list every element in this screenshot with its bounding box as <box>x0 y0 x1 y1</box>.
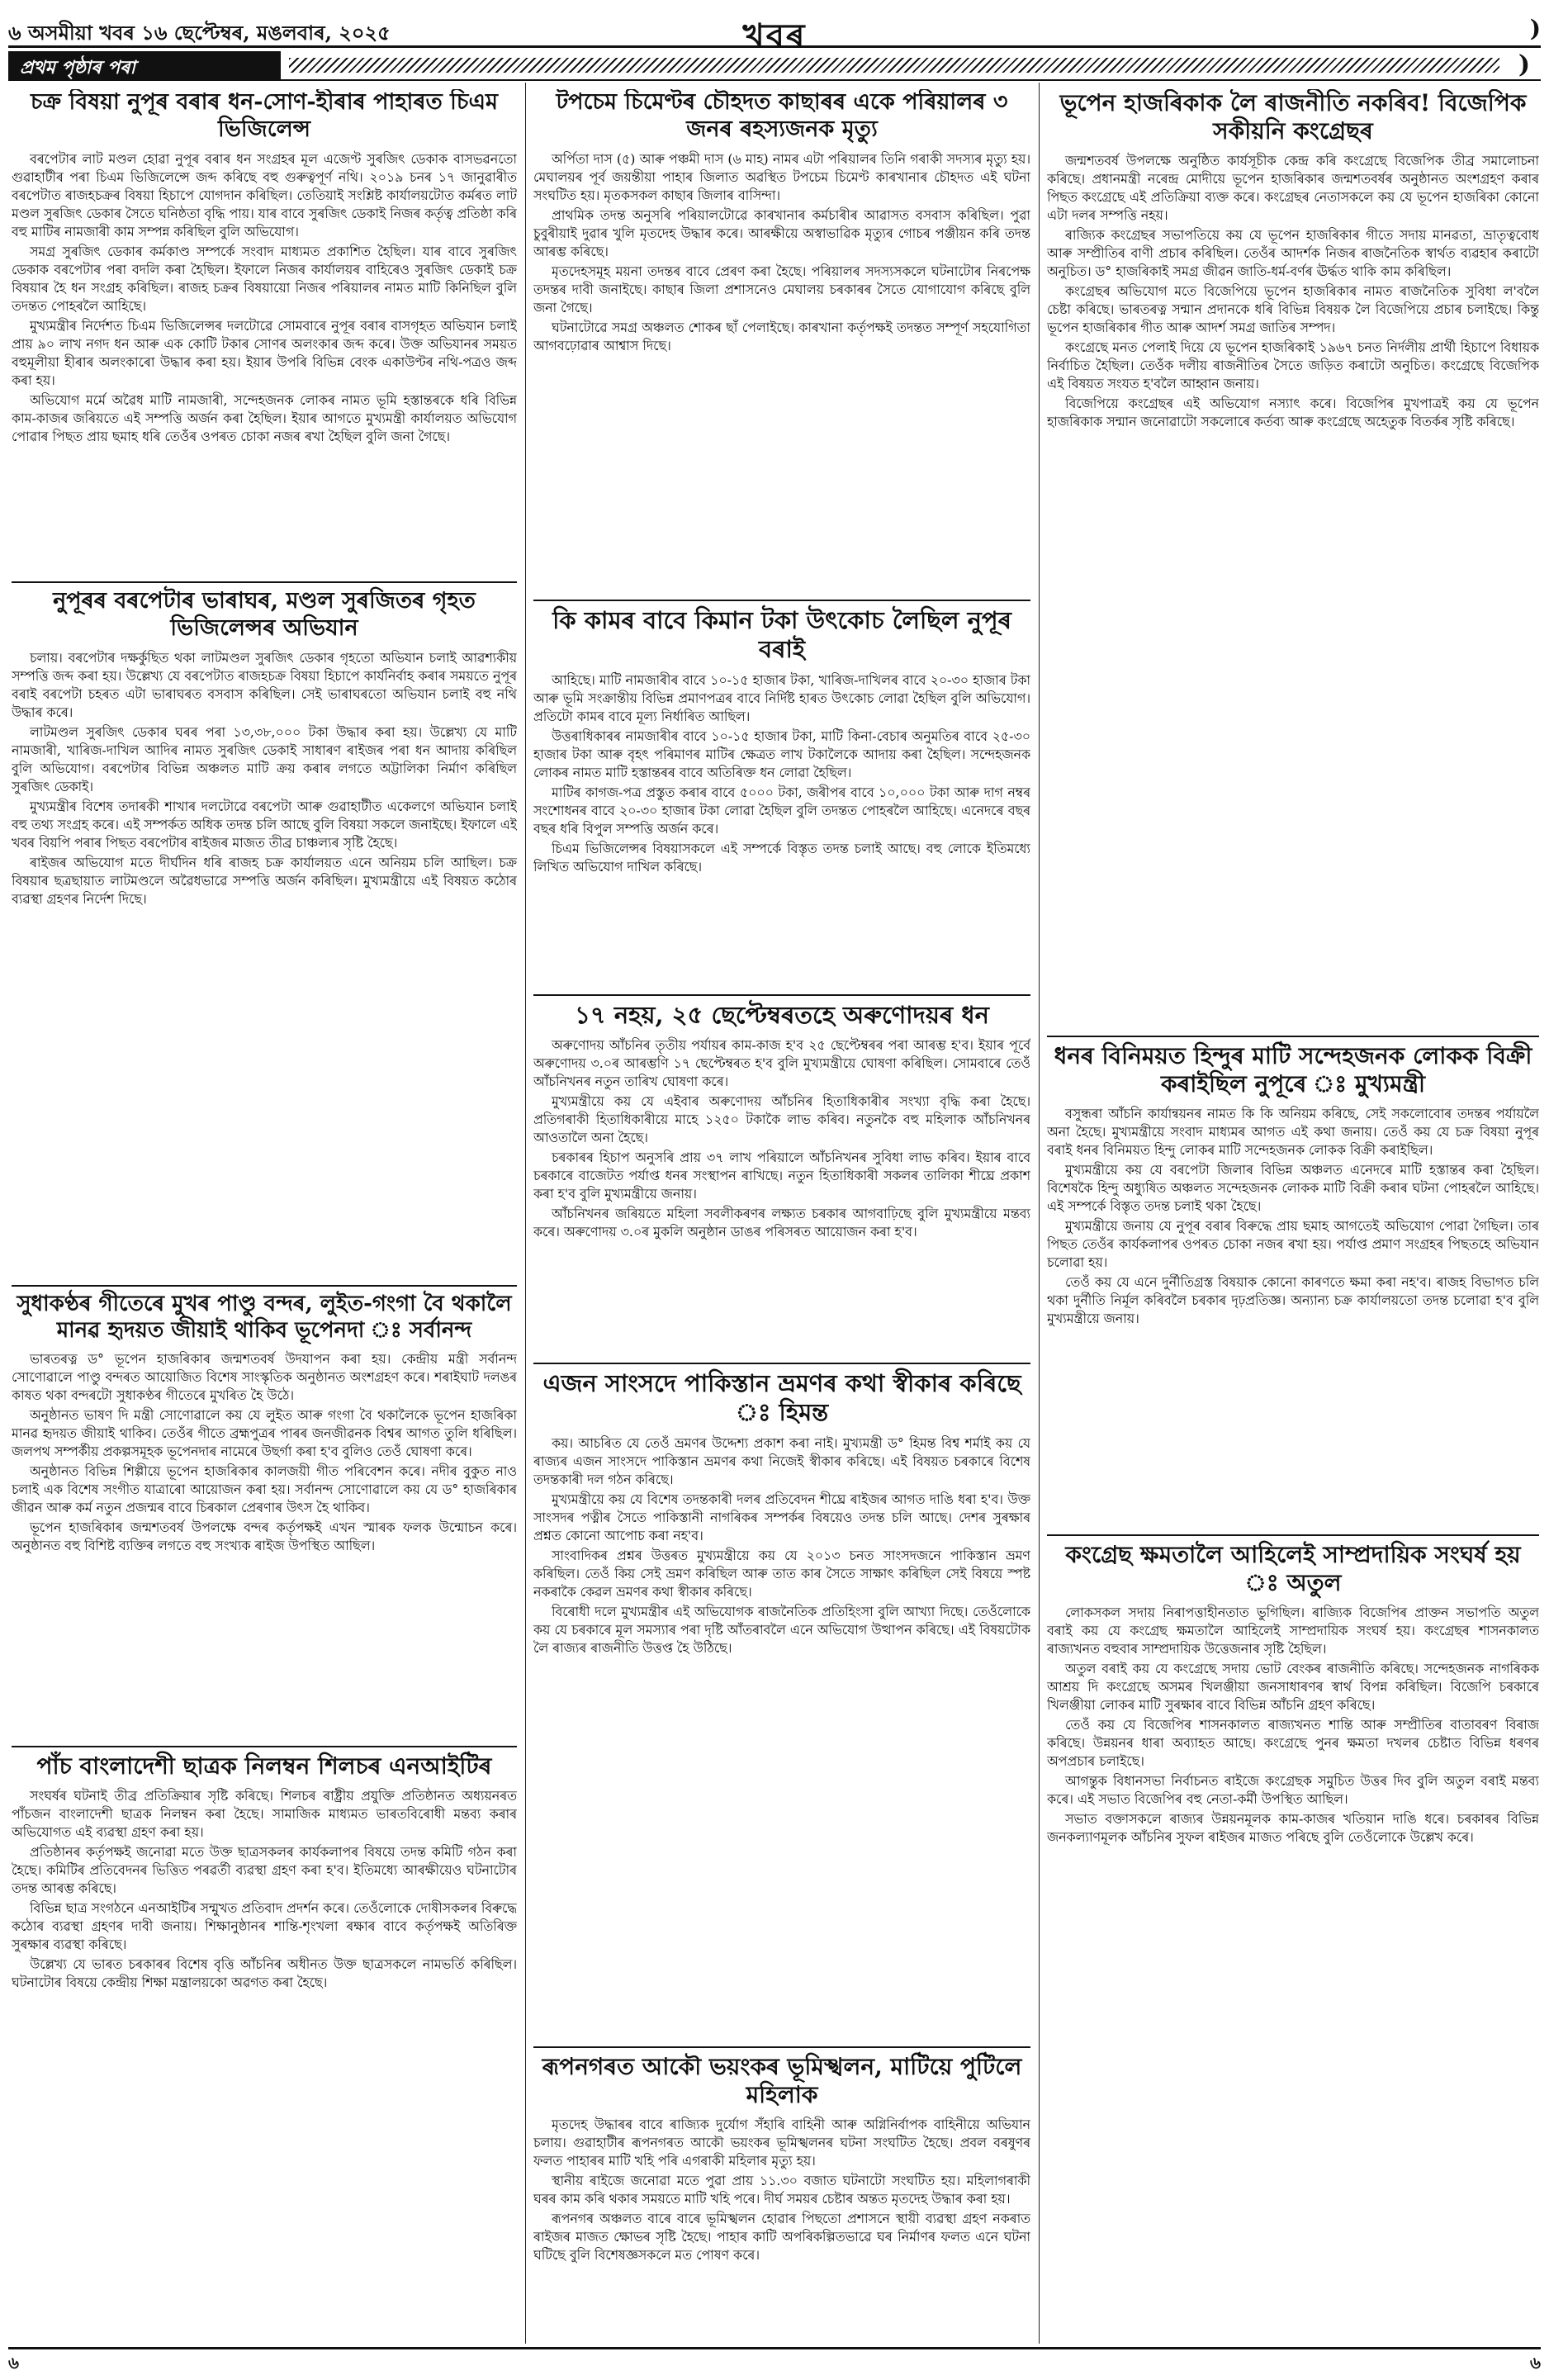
article-paragraph: বিৰোধী দলে মুখ্যমন্ত্ৰীৰ এই অভিযোগক ৰাজনৈতিক প্ৰতিহিংসা বুলি আখ্যা দিছে। তেওঁলোকে কয় যে চৰকাৰে মূল সমস্যাৰ পৰা দৃষ্টি আঁতৰাবলৈ এনে অভিযোগ উত্থাপন কৰিছে। এই বিষয়টোক লৈ ৰাজ্যৰ ৰাজনীতি উত্তপ্ত হৈ উঠিছে। <box>533 1603 1030 1656</box>
article-body <box>12 1350 517 1555</box>
article-paragraph: মুখ্যমন্ত্ৰীৰ নিৰ্দেশত চিএম ভিজিলেন্সৰ দলটোৱে সোমবাৰে নুপূৰ বৰাৰ বাসগৃহত অভিযান চলাই প্ৰায় ৯০ লাখ নগদ ধন আৰু এক কোটি টকাৰ সোণৰ অলংকাৰ জব্দ কৰে। উক্ত অভিযানৰ সময়ত বহুমূলীয়া হীৰাৰ অলংকাৰো উদ্ধাৰ কৰা হয়। ইয়াৰ উপৰি বিভিন্ন বেংক একাউণ্টৰ নথি-পত্ৰও জব্দ কৰা হয়। <box>12 317 517 388</box>
article-paragraph: উল্লেখ্য যে ভাৰত চৰকাৰৰ বিশেষ বৃত্তি আঁচনিৰ অধীনত উক্ত ছাত্ৰসকলে নামভৰ্তি কৰিছিল। ঘটনাটোৰ বিষয়ে কেন্দ্ৰীয় শিক্ষা মন্ত্ৰালয়কো অৱগত কৰা হৈছে। <box>12 1956 517 1991</box>
article-paragraph: বসুন্ধৰা আঁচনি কাৰ্যান্বয়নৰ নামত কি কি অনিয়ম কৰিছে, সেই সকলোবোৰ তদন্তৰ পৰ্যায়লৈ অনা হৈছে। মুখ্যমন্ত্ৰীয়ে সংবাদ মাধ্যমৰ আগত এই কথা জনায়। তেওঁ কয় যে চক্ৰ বিষয়া নুপূৰ বৰাই ধনৰ বিনিময়ত হিন্দু লোকৰ মাটি সন্দেহজনক লোকক বিক্ৰী কৰাইছিল। <box>1047 1106 1539 1159</box>
article-headline: টপচেম চিমেণ্টৰ চৌহদত কাছাৰৰ একে পৰিয়ালৰ ৩ জনৰ ৰহস্যজনক মৃত্যু <box>556 89 1008 142</box>
article-body <box>533 150 1030 355</box>
header-mark: ) <box>1529 15 1541 42</box>
article-paragraph: মৃতদেহ উদ্ধাৰৰ বাবে ৰাজ্যিক দুৰ্যোগ সঁহাৰি বাহিনী আৰু অগ্নিনিৰ্বাপক বাহিনীয়ে অভিযান চলায়। গুৱাহাটীৰ ৰূপনগৰত আকৌ ভয়ংকৰ ভূমিস্খলনৰ ঘটনা সংঘটিত হৈছে। প্ৰবল বৰষুণৰ ফলত পাহাৰৰ মাটি খহি পৰি এগৰাকী মহিলাৰ মৃত্যু হয়। <box>533 2117 1030 2169</box>
article-headline: চক্ৰ বিষয়া নুপূৰ বৰাৰ ধন-সোণ-হীৰাৰ পাহাৰত চিএম ভিজিলেন্স <box>30 89 499 142</box>
article-paragraph: মৃতদেহসমূহ ময়না তদন্তৰ বাবে প্ৰেৰণ কৰা হৈছে। পৰিয়ালৰ সদস্যসকলে ঘটনাটোৰ নিৰপেক্ষ তদন্তৰ দাবী জনাইছে। কাছাৰ জিলা প্ৰশাসনেও মেঘালয় চৰকাৰৰ সৈতে যোগাযোগ কৰিছে বুলি জনা গৈছে। <box>533 263 1030 315</box>
article-body <box>1047 1105 1539 1328</box>
article-paragraph: কংগ্ৰেছে মনত পেলাই দিয়ে যে ভূপেন হাজৰিকাই ১৯৬৭ চনত নিৰ্দলীয় প্ৰাৰ্থী হিচাপে বিধায়ক নিৰ্বাচিত হৈছিল। তেওঁক দলীয় ৰাজনীতিৰ সৈতে জড়িত কৰাটো অনুচিত। কংগ্ৰেছে বিজেপিক এই বিষয়ত সংযত হ'বলৈ আহ্বান জনায়। <box>1047 339 1539 392</box>
article-headline: ১৭ নহয়, ২৫ ছেপ্টেম্বৰতহে অৰুণোদয়ৰ ধন <box>575 1001 989 1029</box>
article-paragraph: বৰপেটাৰ লাট মণ্ডল হোৱা নুপূৰ বৰাৰ ধন সংগ্ৰহৰ মূল এজেণ্ট সুৰজিৎ ডেকাক বাসভৱনতো গুৱাহাটীৰ পৰা চিএম ভিজিলেন্সে জব্দ কৰিছে বহু গুৰুত্বপূৰ্ণ নথি। ২০১৯ চনৰ ১৭ জানুৱাৰীত বৰপেটাত ৰাজহচক্ৰৰ বিষয়া হিচাপে যোগদান কৰিছিল। তেতিয়াই সংশ্লিষ্ট কাৰ্যালয়টোত কৰ্মৰত লাট মণ্ডল সুৰজিৎ ডেকাৰ সৈতে ঘনিষ্ঠতা বৃদ্ধি পায়। যাৰ বাবে সুৰজিৎ ডেকাই নিজৰ কৰ্তৃত্ব প্ৰতিষ্ঠা কৰি বহু মাটিৰ নামজাৰী কাম সম্পন্ন কৰিছিল বুলি অভিযোগ। <box>12 150 517 239</box>
article-paragraph: চিএম ভিজিলেন্সৰ বিষয়াসকলে এই সম্পৰ্কে বিস্তৃত তদন্ত চলাই আছে। বহু লোকে ইতিমধ্যে লিখিত অভিযোগ দাখিল কৰিছে। <box>533 840 1030 875</box>
article-paragraph: অৰুণোদয় আঁচনিৰ তৃতীয় পৰ্যায়ৰ কাম-কাজ হ'ব ২৫ ছেপ্টেম্বৰৰ পৰা আৰম্ভ হ'ব। ইয়াৰ পূৰ্বে অৰুণোদয় ৩.০ৰ আৰম্ভণি ১৭ ছেপ্টেম্বৰত হ'ব বুলি মুখ্যমন্ত্ৰীয়ে ঘোষণা কৰিছিল। সোমবাৰে তেওঁ আঁচনিখনৰ নতুন তাৰিখ ঘোষণা কৰে। <box>533 1037 1030 1090</box>
article-paragraph: ঘটনাটোৱে সমগ্ৰ অঞ্চলত শোকৰ ছাঁ পেলাইছে। কাৰখানা কৰ্তৃপক্ষই তদন্তত সম্পূৰ্ণ সহযোগিতা আগবঢ়োৱাৰ আশ্বাস দিছে। <box>533 319 1030 353</box>
article-paragraph: মুখ্যমন্ত্ৰীয়ে কয় যে এইবাৰ অৰুণোদয় আঁচনিৰ হিতাধিকাৰীৰ সংখ্যা বৃদ্ধি কৰা হৈছে। প্ৰতিগৰাকী হিতাধিকাৰীয়ে মাহে ১২৫০ টকাকৈ লাভ কৰিব। নতুনকৈ বহু মহিলাক আঁচনিখনৰ আওতালৈ অনা হৈছে। <box>533 1093 1030 1146</box>
article-paragraph: তেওঁ কয় যে বিজেপিৰ শাসনকালত ৰাজ্যখনত শান্তি আৰু সম্প্ৰীতিৰ বাতাবৰণ বিৰাজ কৰিছে। উন্নয়নৰ ধাৰা অব্যাহত আছে। কংগ্ৰেছে পুনৰ ক্ষমতা দখলৰ চেষ্টাত বিভিন্ন ধৰণৰ অপপ্ৰচাৰ চলাইছে। <box>1047 1717 1539 1770</box>
article-paragraph: লোকসকল সদায় নিৰাপত্তাহীনতাত ভুগিছিল। ৰাজ্যিক বিজেপিৰ প্ৰাক্তন সভাপতি অতুল বৰাই কয় যে কংগ্ৰেছ ক্ষমতালৈ আহিলেই সাম্প্ৰদায়িক সংঘৰ্ষ হয়। কংগ্ৰেছৰ শাসনকালত ৰাজ্যখনত বহুবাৰ সাম্প্ৰদায়িক উত্তেজনাৰ সৃষ্টি হৈছিল। <box>1047 1605 1539 1657</box>
article <box>533 994 1030 1358</box>
article-body <box>12 150 517 446</box>
article-paragraph: সভাত বক্তাসকলে ৰাজ্যৰ উন্নয়নমূলক কাম-কাজৰ খতিয়ান দাঙি ধৰে। চৰকাৰৰ বিভিন্ন জনকল্যাণমূলক আঁচনিৰ সুফল ৰাইজৰ মাজত পৰিছে বুলি তেওঁলোকে উল্লেখ কৰে। <box>1047 1811 1539 1846</box>
article-paragraph: সমগ্ৰ সুৰজিৎ ডেকাৰ কৰ্মকাণ্ড সম্পৰ্কে সংবাদ মাধ্যমত প্ৰকাশিত হৈছিল। যাৰ বাবে সুৰজিৎ ডেকাক বৰপেটাৰ পৰা বদলি কৰা হৈছিল। ইফালে নিজৰ কাৰ্যালয়ৰ বাহিৰেও সুৰজিৎ ডেকাই চক্ৰ বিষয়াৰ হৈ ধন সংগ্ৰহ কৰিছিল। ৰাজহ চক্ৰৰ বিষয়ায়ো নিজৰ পৰিয়ালৰ নামত মাটি কিনিছিল বুলি তদন্তত পোহৰলৈ আহিছে। <box>12 243 517 314</box>
article-body <box>1047 152 1539 431</box>
article-body <box>533 671 1030 876</box>
article <box>533 1363 1030 2041</box>
article <box>12 1746 517 2340</box>
footer-page-number-right: ৬ <box>1529 2353 1541 2373</box>
article-paragraph: কয়। আচৰিত যে তেওঁ ভ্ৰমণৰ উদ্দেশ্য প্ৰকাশ কৰা নাই। মুখ্যমন্ত্ৰী ড° হিমন্ত বিশ্ব শৰ্মাই কয় যে ৰাজ্যৰ এজন সাংসদে পাকিস্তান ভ্ৰমণৰ কথা নিজেই স্বীকাৰ কৰিছে। এই বিষয়ত চৰকাৰে বিশেষ তদন্তকাৰী দল গঠন কৰিছে। <box>533 1434 1030 1487</box>
article <box>533 2046 1030 2340</box>
article-headline: নুপূৰৰ বৰপেটাৰ ভাৰাঘৰ, মণ্ডল সুৰজিতৰ গৃহত ভিজিলেন্সৰ অভিযান <box>53 588 476 641</box>
article-paragraph: বিজেপিয়ে কংগ্ৰেছৰ এই অভিযোগ নস্যাৎ কৰে। বিজেপিৰ মুখপাত্ৰই কয় যে ভূপেন হাজৰিকাক সন্মান জনোৱাটো সকলোৰে কৰ্তব্য আৰু কংগ্ৰেছে অহেতুক বিতৰ্কৰ সৃষ্টি কৰিছে। <box>1047 396 1539 430</box>
article-headline: পাঁচ বাংলাদেশী ছাত্ৰক নিলম্বন শিলচৰ এনআইটিৰ <box>36 1752 492 1780</box>
article-paragraph: ভাৰতৰত্ন ড° ভূপেন হাজৰিকাৰ জন্মশতবৰ্ষ উদযাপন কৰা হয়। কেন্দ্ৰীয় মন্ত্ৰী সৰ্বানন্দ সোণোৱালে পাণ্ডু বন্দৰত আয়োজিত বিশেষ সাংস্কৃতিক অনুষ্ঠানত অংশগ্ৰহণ কৰে। শৰাইঘাট দলঙৰ কাষত থকা বন্দৰটো সুধাকণ্ঠৰ গীতেৰে মুখৰিত হৈ উঠে। <box>12 1351 517 1404</box>
article-paragraph: আহিছে। মাটি নামজাৰীৰ বাবে ১০-১৫ হাজাৰ টকা, খাৰিজ-দাখিলৰ বাবে ২০-৩০ হাজাৰ টকা আৰু ভূমি সংক্ৰান্তীয় বিভিন্ন প্ৰমাণপত্ৰৰ বাবে নিৰ্দিষ্ট হাৰত উৎকোচ লোৱা হৈছিল বুলি অভিযোগ। প্ৰতিটো কামৰ বাবে মূল্য নিৰ্ধাৰিত আছিল। <box>533 671 1030 724</box>
article-paragraph: সাংবাদিকৰ প্ৰশ্নৰ উত্তৰত মুখ্যমন্ত্ৰীয়ে কয় যে ২০১৩ চনত সাংসদজনে পাকিস্তান ভ্ৰমণ কৰিছিল। তেওঁ কিয় সেই ভ্ৰমণ কৰিছিল আৰু তাত কাৰ সৈতে সাক্ষাৎ কৰিছিল সেই বিষয়ে স্পষ্ট নকৰাকৈ কেৱল ভ্ৰমণৰ কথা স্বীকাৰ কৰিছে। <box>533 1547 1030 1600</box>
article-body <box>533 1036 1030 1241</box>
continuation-label: প্ৰথম পৃষ্ঠাৰ পৰা <box>8 51 281 79</box>
section-title: খবৰ <box>742 17 807 55</box>
article-paragraph: অৰ্পিতা দাস (৫) আৰু পঞ্চমী দাস (৬ মাহ) নামৰ এটা পৰিয়ালৰ তিনি গৰাকী সদস্যৰ মৃত্যু হয়। মেঘালয়ৰ পূৰ্ব জয়ন্তীয়া পাহাৰ জিলাত অৱস্থিত টপচেম চিমেণ্ট কাৰখানাৰ চৌহদত এই ঘটনা সংঘটিত হয়। মৃতকসকল কাছাৰ জিলাৰ বাসিন্দা। <box>533 150 1030 203</box>
article-paragraph: অনুষ্ঠানত বিভিন্ন শিল্পীয়ে ভূপেন হাজৰিকাৰ কালজয়ী গীত পৰিবেশন কৰে। নদীৰ বুকুত নাও চলাই এক বিশেষ সংগীত যাত্ৰাৰো আয়োজন কৰা হয়। সৰ্বানন্দ সোণোৱালে কয় যে ড° হাজৰিকাৰ জীৱন আৰু কৰ্ম নতুন প্ৰজন্মৰ বাবে চিৰকাল প্ৰেৰণাৰ উৎস হৈ থাকিব। <box>12 1463 517 1516</box>
article-paragraph: মুখ্যমন্ত্ৰীয়ে জনায় যে নুপূৰ বৰাৰ বিৰুদ্ধে প্ৰায় ছমাহ আগতেই অভিযোগ পোৱা গৈছিল। তাৰ পিছত তেওঁৰ কাৰ্যকলাপৰ ওপৰত চোকা নজৰ ৰখা হয়। পৰ্যাপ্ত প্ৰমাণ সংগ্ৰহৰ পিছতহে অভিযান চলোৱা হয়। <box>1047 1218 1539 1271</box>
article-paragraph: সংঘৰ্ষৰ ঘটনাই তীব্ৰ প্ৰতিক্ৰিয়াৰ সৃষ্টি কৰিছে। শিলচৰ ৰাষ্ট্ৰীয় প্ৰযুক্তি প্ৰতিষ্ঠানত অধ্যয়নৰত পাঁচজন বাংলাদেশী ছাত্ৰক নিলম্বন কৰা হৈছে। সামাজিক মাধ্যমত ভাৰতবিৰোধী মন্তব্য কৰাৰ অভিযোগত এই ব্যৱস্থা গ্ৰহণ কৰা হয়। <box>12 1788 517 1841</box>
article-paragraph: স্থানীয় ৰাইজে জনোৱা মতে পুৱা প্ৰায় ১১.৩০ বজাত ঘটনাটো সংঘটিত হয়। মহিলাগৰাকী ঘৰৰ কাম কৰি থকাৰ সময়তে মাটি খহি পৰে। দীৰ্ঘ সময়ৰ চেষ্টাৰ অন্তত মৃতদেহ উদ্ধাৰ কৰা হয়। <box>533 2173 1030 2207</box>
article <box>1047 1036 1539 1529</box>
article-headline: ধনৰ বিনিময়ত হিন্দুৰ মাটি সন্দেহজনক লোকক বিক্ৰী কৰাইছিল নুপূৰে ঃ মুখ্যমন্ত্ৰী <box>1054 1042 1532 1098</box>
article <box>533 89 1030 595</box>
band-tail-mark: ) <box>1518 50 1531 79</box>
article-paragraph: কংগ্ৰেছৰ অভিযোগ মতে বিজেপিয়ে ভূপেন হাজৰিকাৰ নামত ৰাজনৈতিক সুবিধা ল'বলৈ চেষ্টা কৰিছে। ভাৰতৰত্ন সন্মান প্ৰদানকে ধৰি বিভিন্ন বিষয়ক লৈ বিজেপিয়ে প্ৰচাৰ চলাইছে। কিন্তু ভূপেন হাজৰিকাৰ গীত আৰু আদৰ্শ সমগ্ৰ জাতিৰ সম্পদ। <box>1047 283 1539 336</box>
article-paragraph: লাটমণ্ডল সুৰজিৎ ডেকাৰ ঘৰৰ পৰা ১৩,৩৮,০০০ টকা উদ্ধাৰ কৰা হয়। উল্লেখ্য যে মাটি নামজাৰী, খাৰিজ-দাখিল আদিৰ নামত সুৰজিৎ ডেকাই সাধাৰণ ৰাইজৰ পৰা ধন আদায় কৰিছিল বুলি অভিযোগ। বৰপেটাৰ বিভিন্ন অঞ্চলত মাটি ক্ৰয় কৰাৰ লগতে অট্টালিকা নিৰ্মাণ কৰিছিল সুৰজিৎ ডেকাই। <box>12 723 517 794</box>
issue-date: ১৬ ছেপ্টেম্বৰ, মঙলবাৰ, ২০২৫ <box>141 21 391 45</box>
article-paragraph: মাটিৰ কাগজ-পত্ৰ প্ৰস্তুত কৰাৰ বাবে ৫০০০ টকা, জৰীপৰ বাবে ১০,০০০ টকা আৰু দাগ নম্বৰ সংশোধনৰ বাবে ২০-৩০ হাজাৰ টকা লোৱা হৈছিল বুলি তদন্তত পোহৰলৈ আহিছে। এনেদৰে বছৰ বছৰ ধৰি বিপুল সম্পত্তি অৰ্জন কৰে। <box>533 784 1030 837</box>
article-body <box>12 1787 517 1992</box>
article-paragraph: অতুল বৰাই কয় যে কংগ্ৰেছে সদায় ভোট বেংকৰ ৰাজনীতি কৰিছে। সন্দেহজনক নাগৰিকক আশ্ৰয় দি কংগ্ৰেছে অসমৰ খিলঞ্জীয়া জনসাধাৰণৰ স্বাৰ্থ বিপন্ন কৰিছিল। বিজেপি চৰকাৰে খিলঞ্জীয়া লোকৰ মাটি সুৰক্ষাৰ বাবে বিভিন্ন আঁচনি গ্ৰহণ কৰিছে। <box>1047 1661 1539 1714</box>
article-paragraph: মুখ্যমন্ত্ৰীয়ে কয় যে বিশেষ তদন্তকাৰী দলৰ প্ৰতিবেদন শীঘ্ৰে ৰাইজৰ আগত দাঙি ধৰা হ'ব। উক্ত সাংসদৰ পত্নীৰ সৈতে পাকিস্তানী নাগৰিকৰ সম্পৰ্কৰ বিষয়েও তদন্ত চলি আছে। দেশৰ সুৰক্ষাৰ প্ৰশ্নত কোনো আপোচ কৰা নহ'ব। <box>533 1491 1030 1543</box>
article-paragraph: ভূপেন হাজৰিকাৰ জন্মশতবৰ্ষ উপলক্ষে বন্দৰ কৰ্তৃপক্ষই এখন স্মাৰক ফলক উন্মোচন কৰে। অনুষ্ঠানত বহু বিশিষ্ট ব্যক্তিৰ লগতে বহু সংখ্যক ৰাইজ উপস্থিত আছিল। <box>12 1520 517 1554</box>
article-paragraph: জন্মশতবৰ্ষ উপলক্ষে অনুষ্ঠিত কাৰ্যসূচীক কেন্দ্ৰ কৰি কংগ্ৰেছে বিজেপিক তীব্ৰ সমালোচনা কৰিছে। প্ৰধানমন্ত্ৰী নৰেন্দ্ৰ মোদীয়ে ভূপেন হাজৰিকাৰ জন্মশতবৰ্ষৰ অনুষ্ঠানত অংশগ্ৰহণ কৰাৰ পিছত কংগ্ৰেছে এই প্ৰতিক্ৰিয়া ব্যক্ত কৰে। কংগ্ৰেছৰ নেতাসকলে কয় যে ভূপেন হাজৰিকা কোনো এটা দলৰ সম্পত্তি নহয়। <box>1047 153 1539 224</box>
article <box>12 1285 517 1741</box>
article-headline: ৰূপনগৰত আকৌ ভয়ংকৰ ভূমিস্খলন, মাটিয়ে পুটিলে মহিলাক <box>542 2053 1022 2109</box>
article-body <box>12 649 517 908</box>
continuation-band <box>8 51 1541 81</box>
article-paragraph: মুখ্যমন্ত্ৰীয়ে কয় যে বৰপেটা জিলাৰ বিভিন্ন অঞ্চলত এনেদৰে মাটি হস্তান্তৰ কৰা হৈছিল। বিশেষকৈ হিন্দু অধ্যুষিত অঞ্চলত সন্দেহজনক লোকক মাটি বিক্ৰী কৰাৰ ঘটনা পোহৰলৈ আহিছে। এই সম্পৰ্কে বিস্তৃত তদন্ত চলাই থকা হৈছে। <box>1047 1162 1539 1215</box>
article-paragraph: আঁচনিখনৰ জৰিয়তে মহিলা সবলীকৰণৰ লক্ষ্যত চৰকাৰ আগবাঢ়িছে বুলি মুখ্যমন্ত্ৰীয়ে মন্তব্য কৰে। অৰুণোদয় ৩.০ৰ মুকলি অনুষ্ঠান ডাঙৰ পৰিসৰত আয়োজন কৰা হ'ব। <box>533 1206 1030 1240</box>
article-paragraph: ৰাইজৰ অভিযোগ মতে দীৰ্ঘদিন ধৰি ৰাজহ চক্ৰ কাৰ্যালয়ত এনে অনিয়ম চলি আছিল। চক্ৰ বিষয়াৰ ছত্ৰছায়াত লাটমণ্ডলে অৱৈধভাৱে সম্পত্তি অৰ্জন কৰিছিল। মুখ্যমন্ত্ৰীয়ে এই বিষয়ত কঠোৰ ব্যৱস্থা গ্ৰহণৰ নিৰ্দেশ দিছে। <box>12 854 517 907</box>
article-paragraph: প্ৰতিষ্ঠানৰ কৰ্তৃপক্ষই জনোৱা মতে উক্ত ছাত্ৰসকলৰ কাৰ্যকলাপৰ বিষয়ে তদন্ত কমিটি গঠন কৰা হৈছে। কমিটিৰ প্ৰতিবেদনৰ ভিত্তিত পৰৱৰ্তী ব্যৱস্থা গ্ৰহণ কৰা হ'ব। ইতিমধ্যে আৰক্ষীয়েও ঘটনাটোৰ তদন্ত আৰম্ভ কৰিছে। <box>12 1844 517 1897</box>
article <box>1047 89 1539 1031</box>
article-paragraph: অভিযোগ মৰ্মে অৱৈধ মাটি নামজাৰী, সন্দেহজনক লোকৰ নামত ভূমি হস্তান্তৰকে ধৰি বিভিন্ন কাম-কাজৰ জৰিয়তে এই সম্পত্তি অৰ্জন কৰা হৈছিল। ইয়াৰ আগতে মুখ্যমন্ত্ৰী কাৰ্যালয়ত অভিযোগ পোৱাৰ পিছত প্ৰায় ছমাহ ধৰি তেওঁৰ ওপৰত চোকা নজৰ ৰখা হৈছিল বুলি জনা গৈছে। <box>12 391 517 444</box>
masthead-small: অসমীয়া খবৰ <box>27 21 135 45</box>
article-headline: সুধাকণ্ঠৰ গীতেৰে মুখৰ পাণ্ডু বন্দৰ, লুইত-গংগা বৈ থকালৈ মানৱ হৃদয়ত জীয়াই থাকিব ভূপেনদা ঃ সৰ্বানন্দ <box>17 1292 512 1343</box>
article <box>12 581 517 1280</box>
column-divider <box>1039 83 1040 2344</box>
page-footer <box>8 2347 1541 2372</box>
article-paragraph: আগন্তুক বিধানসভা নিৰ্বাচনত ৰাইজে কংগ্ৰেছক সমুচিত উত্তৰ দিব বুলি অতুল বৰাই মন্তব্য কৰে। এই সভাত বিজেপিৰ বহু নেতা-কৰ্মী উপস্থিত আছিল। <box>1047 1773 1539 1808</box>
article-body <box>533 2116 1030 2264</box>
article-paragraph: চৰকাৰৰ হিচাপ অনুসৰি প্ৰায় ৩৭ লাখ পৰিয়ালে আঁচনিখনৰ সুবিধা লাভ কৰিব। ইয়াৰ বাবে চৰকাৰে বাজেটত পৰ্যাপ্ত ধনৰ সংস্থাপন ৰাখিছে। নতুন হিতাধিকাৰী সকলৰ তালিকা শীঘ্ৰে প্ৰকাশ কৰা হ'ব বুলি মুখ্যমন্ত্ৰীয়ে জনায়। <box>533 1150 1030 1202</box>
article-paragraph: মুখ্যমন্ত্ৰীৰ বিশেষ তদাৰকী শাখাৰ দলটোৱে বৰপেটা আৰু গুৱাহাটীত একেলগে অভিযান চলাই বহু তথ্য সংগ্ৰহ কৰে। এই সম্পৰ্কত অধিক তদন্ত চলি আছে বুলি বিষয়া সকলে জনাইছে। ইফালে এই খবৰ বিয়পি পৰাৰ পিছত বৰপেটাৰ ৰাইজৰ মাজত তীব্ৰ চাঞ্চল্যৰ সৃষ্টি হৈছে। <box>12 798 517 851</box>
page-number: ৬ <box>8 21 21 45</box>
article-paragraph: চলায়। বৰপেটাৰ দক্ষৰ্কুছিত থকা লাটমণ্ডল সুৰজিৎ ডেকাৰ গৃহতো অভিযান চলাই আৱশ্যকীয় সম্পত্তি জব্দ কৰা হয়। উল্লেখ্য যে বৰপেটাত ৰাজহচক্ৰ বিষয়া হিচাপে কাৰ্যনিৰ্বাহ কৰাৰ সময়তে নুপূৰ বৰাই বৰপেটা চহৰত এটা ভাৰাঘৰত বসবাস কৰিছিল। সেই ভাৰাঘৰতো অভিযান চলাই বহু নথি উদ্ধাৰ কৰে। <box>12 649 517 720</box>
article-headline: কি কামৰ বাবে কিমান টকা উৎকোচ লৈছিল নুপূৰ বৰাই <box>552 606 1011 664</box>
article-paragraph: বিভিন্ন ছাত্ৰ সংগঠনে এনআইটিৰ সন্মুখত প্ৰতিবাদ প্ৰদৰ্শন কৰে। তেওঁলোকে দোষীসকলৰ বিৰুদ্ধে কঠোৰ ব্যৱস্থা গ্ৰহণৰ দাবী জনায়। শিক্ষানুষ্ঠানৰ শান্তি-শৃংখলা ৰক্ষাৰ বাবে কৰ্তৃপক্ষই অতিৰিক্ত সুৰক্ষাৰ ব্যৱস্থা কৰিছে। <box>12 1900 517 1953</box>
article-body <box>1047 1604 1539 1847</box>
article-paragraph: প্ৰাথমিক তদন্ত অনুসৰি পৰিয়ালটোৱে কাৰখানাৰ কৰ্মচাৰীৰ আৱাসত বসবাস কৰিছিল। পুৱা চুবুৰীয়াই দুৱাৰ খুলি মৃতদেহ উদ্ধাৰ কৰে। আৰক্ষীয়ে অস্বাভাৱিক মৃত্যুৰ গোচৰ পঞ্জীয়ন কৰি তদন্ত আৰম্ভ কৰিছে। <box>533 206 1030 259</box>
article-paragraph: উত্তৰাধিকাৰৰ নামজাৰীৰ বাবে ১০-১৫ হাজাৰ টকা, মাটি কিনা-বেচাৰ অনুমতিৰ বাবে ২৫-৩০ হাজাৰ টকা আৰু বৃহৎ পৰিমাণৰ মাটিৰ ক্ষেত্ৰত লাখ টকালৈকে আদায় কৰা হৈছিল। সন্দেহজনক লোকৰ নামত মাটি হস্তান্তৰৰ বাবে অতিৰিক্ত ধন লোৱা হৈছিল। <box>533 728 1030 780</box>
page-header <box>8 8 1541 55</box>
article-paragraph: ৰূপনগৰ অঞ্চলত বাৰে বাৰে ভূমিস্খলন হোৱাৰ পিছতো প্ৰশাসনে স্থায়ী ব্যৱস্থা গ্ৰহণ নকৰাত ৰাইজৰ মাজত ক্ষোভৰ সৃষ্টি হৈছে। পাহাৰ কাটি অপৰিকল্পিতভাৱে ঘৰ নিৰ্মাণৰ ফলত এনে ঘটনা ঘটিছে বুলি বিশেষজ্ঞসকলে মত পোষণ কৰে। <box>533 2211 1030 2264</box>
article-paragraph: ৰাজ্যিক কংগ্ৰেছৰ সভাপতিয়ে কয় যে ভূপেন হাজৰিকাৰ গীতে সদায় মানৱতা, ভ্ৰাতৃত্ববোধ আৰু সম্প্ৰীতিৰ বাণী প্ৰচাৰ কৰিছিল। তেওঁৰ আদৰ্শক নিজৰ ৰাজনৈতিক স্বাৰ্থত ব্যৱহাৰ কৰাটো অনুচিত। ড° হাজৰিকাই সমগ্ৰ জীৱন জাতি-ধৰ্ম-বৰ্ণৰ ঊৰ্দ্ধত থাকি কাম কৰিছিল। <box>1047 227 1539 280</box>
article <box>1047 1534 1539 2340</box>
article-body <box>533 1434 1030 1657</box>
article-paragraph: তেওঁ কয় যে এনে দুৰ্নীতিগ্ৰস্ত বিষয়াক কোনো কাৰণতে ক্ষমা কৰা নহ'ব। ৰাজহ বিভাগত চলি থকা দুৰ্নীতি নিৰ্মূল কৰিবলৈ চৰকাৰ দৃঢ়প্ৰতিজ্ঞ। অন্যান্য চক্ৰ কাৰ্যালয়তো তদন্ত চলোৱা হ'ব বুলি মুখ্যমন্ত্ৰীয়ে জনায়। <box>1047 1274 1539 1327</box>
article-headline: কংগ্ৰেছ ক্ষমতালৈ আহিলেই সাম্প্ৰদায়িক সংঘৰ্ষ হয় ঃ অতুল <box>1065 1541 1521 1597</box>
footer-page-number-left: ৬ <box>8 2353 20 2373</box>
article-paragraph: অনুষ্ঠানত ভাষণ দি মন্ত্ৰী সোণোৱালে কয় যে লুইত আৰু গংগা বৈ থকালৈকে ভূপেন হাজৰিকা মানৱ হৃদয়ত জীয়াই থাকিব। তেওঁৰ গীতে ব্ৰহ্মপুত্ৰৰ পাৰৰ জনজীৱনক বিশ্বৰ আগত তুলি ধৰিছিল। জলপথ সম্পৰ্কীয় প্ৰকল্পসমূহক ভূপেনদাৰ নামেৰে উছৰ্গা কৰা হ'ব বুলিও তেওঁ ঘোষণা কৰে। <box>12 1407 517 1460</box>
column-divider <box>525 83 526 2344</box>
article-headline: এজন সাংসদে পাকিস্তান ভ্ৰমণৰ কথা স্বীকাৰ কৰিছে ঃ হিমন্ত <box>542 1369 1021 1427</box>
article-headline: ভূপেন হাজৰিকাক লৈ ৰাজনীতি নকৰিব! বিজেপিক সকীয়নি কংগ্ৰেছৰ <box>1059 89 1527 145</box>
band-hatch <box>289 58 1499 73</box>
article <box>12 89 517 576</box>
article <box>533 600 1030 989</box>
